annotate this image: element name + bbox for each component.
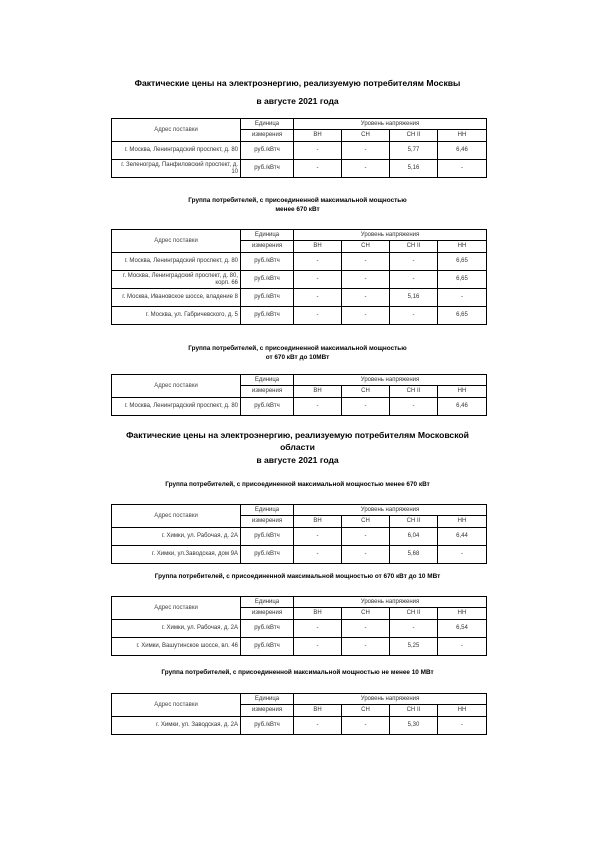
- price-table: [111, 374, 487, 416]
- sn-price-cell: -: [342, 253, 390, 271]
- sn-header: СН: [342, 705, 390, 717]
- sn2-price-cell: -: [390, 271, 438, 289]
- address-cell: г. Химки, ул. Заводская, д. 2А: [112, 717, 241, 735]
- unit-header: измерения: [241, 130, 294, 142]
- sn2-price-cell: 5,16: [390, 160, 438, 178]
- sn-header: СН: [342, 608, 390, 620]
- header-row: [112, 694, 487, 705]
- vn-price-cell: -: [294, 289, 342, 307]
- nn-header: НН: [438, 241, 487, 253]
- unit-header: Единица: [241, 375, 294, 386]
- sn-header: СН: [342, 130, 390, 142]
- vn-price-cell: -: [294, 717, 342, 735]
- unit-header: измерения: [241, 608, 294, 620]
- sn-price-cell: -: [342, 398, 390, 416]
- sn-price-cell: -: [342, 620, 390, 638]
- unit-header: измерения: [241, 386, 294, 398]
- vn-price-cell: -: [294, 528, 342, 546]
- vn-header: ВН: [294, 130, 342, 142]
- price-table: [111, 229, 487, 325]
- address-cell: г. Химки, ул. Рабочая, д. 2А: [112, 528, 241, 546]
- group-caption: от 670 кВт до 10МВт: [265, 354, 330, 361]
- address-cell: г. Москва, Ленинградский проспект, д. 80: [112, 142, 241, 160]
- address-cell: г. Химки, ул.Заводская, дом 9А: [112, 546, 241, 564]
- nn-header: НН: [438, 608, 487, 620]
- unit-cell: руб./кВтч: [241, 398, 294, 416]
- table-row: [112, 620, 487, 638]
- sn2-price-cell: -: [390, 253, 438, 271]
- sn2-price-cell: 5,16: [390, 289, 438, 307]
- sn2-header: СН II: [390, 130, 438, 142]
- nn-price-cell: 6,46: [438, 398, 487, 416]
- vn-price-cell: -: [294, 307, 342, 325]
- sn-price-cell: -: [342, 717, 390, 735]
- sn-price-cell: -: [342, 271, 390, 289]
- nn-price-cell: 6,44: [438, 528, 487, 546]
- nn-price-cell: 6,65: [438, 253, 487, 271]
- sn-price-cell: -: [342, 638, 390, 656]
- sn2-header: СН II: [390, 705, 438, 717]
- vn-price-cell: -: [294, 253, 342, 271]
- sn2-price-cell: 5,77: [390, 142, 438, 160]
- address-header: Адрес поставки: [112, 230, 241, 253]
- nn-price-cell: 6,65: [438, 271, 487, 289]
- nn-header: НН: [438, 130, 487, 142]
- sn2-price-cell: -: [390, 307, 438, 325]
- group-caption: Группа потребителей, с присоединенной максимальной мощностью: [188, 197, 407, 204]
- table-row: [112, 528, 487, 546]
- vn-price-cell: -: [294, 160, 342, 178]
- vn-price-cell: -: [294, 142, 342, 160]
- vn-price-cell: -: [294, 620, 342, 638]
- address-cell: г. Москва, Ленинградский проспект, д. 80, корп. 66: [112, 271, 241, 289]
- table-row: [112, 160, 487, 178]
- oblast-title-line1: Фактические цены на электроэнергию, реализуемую потребителям Московской: [126, 430, 469, 440]
- vn-price-cell: -: [294, 271, 342, 289]
- sn2-header: СН II: [390, 516, 438, 528]
- nn-price-cell: -: [438, 160, 487, 178]
- sn-header: СН: [342, 516, 390, 528]
- header-row: [112, 230, 487, 241]
- unit-header: Единица: [241, 694, 294, 705]
- address-cell: г. Москва, Ленинградский проспект, д. 80: [112, 253, 241, 271]
- vn-price-cell: -: [294, 546, 342, 564]
- unit-cell: руб./кВтч: [241, 271, 294, 289]
- group-caption: Группа потребителей, с присоединенной максимальной мощностью менее 670 кВт: [165, 481, 430, 488]
- address-cell: г. Москва, ул. Габричевского, д. 5: [112, 307, 241, 325]
- address-cell: г. Химки, Вашутинское шоссе, вл. 46: [112, 638, 241, 656]
- sn2-header: СН II: [390, 241, 438, 253]
- unit-cell: руб./кВтч: [241, 528, 294, 546]
- nn-price-cell: -: [438, 289, 487, 307]
- price-table: [111, 693, 487, 735]
- voltage-level-header: Уровень напряжения: [294, 375, 487, 386]
- header-row: [112, 119, 487, 130]
- address-cell: г. Москва, Ивановское шоссе, владение 8: [112, 289, 241, 307]
- sn-header: СН: [342, 241, 390, 253]
- address-cell: г. Зеленоград, Панфиловский проспект, д. 10: [112, 160, 241, 178]
- unit-header: Единица: [241, 230, 294, 241]
- sn2-header: СН II: [390, 386, 438, 398]
- table-row: [112, 307, 487, 325]
- sn2-price-cell: 6,04: [390, 528, 438, 546]
- sn2-price-cell: 5,30: [390, 717, 438, 735]
- sn-header: СН: [342, 386, 390, 398]
- header-row: [112, 597, 487, 608]
- unit-header: измерения: [241, 516, 294, 528]
- table-row: [112, 289, 487, 307]
- sn-price-cell: -: [342, 528, 390, 546]
- unit-header: Единица: [241, 119, 294, 130]
- unit-header: измерения: [241, 705, 294, 717]
- sn-price-cell: -: [342, 307, 390, 325]
- sn-price-cell: -: [342, 546, 390, 564]
- sn-price-cell: -: [342, 289, 390, 307]
- sn2-price-cell: -: [390, 398, 438, 416]
- nn-price-cell: -: [438, 717, 487, 735]
- voltage-level-header: Уровень напряжения: [294, 230, 487, 241]
- nn-price-cell: -: [438, 638, 487, 656]
- group-caption: менее 670 кВт: [275, 206, 320, 213]
- group-caption: Группа потребителей, с присоединенной максимальной мощностью не менее 10 МВт: [161, 669, 434, 676]
- table-row: [112, 398, 487, 416]
- oblast-title-line2: области: [280, 442, 315, 452]
- vn-price-cell: -: [294, 398, 342, 416]
- moscow-title-line2: в августе 2021 года: [256, 96, 339, 106]
- unit-cell: руб./кВтч: [241, 717, 294, 735]
- sn-price-cell: -: [342, 160, 390, 178]
- table-row: [112, 253, 487, 271]
- price-table: [111, 118, 487, 178]
- unit-cell: руб./кВтч: [241, 253, 294, 271]
- nn-header: НН: [438, 516, 487, 528]
- unit-cell: руб./кВтч: [241, 307, 294, 325]
- table-row: [112, 717, 487, 735]
- vn-price-cell: -: [294, 638, 342, 656]
- unit-header: Единица: [241, 597, 294, 608]
- vn-header: ВН: [294, 241, 342, 253]
- group-caption: Группа потребителей, с присоединенной максимальной мощностью: [188, 345, 407, 352]
- nn-price-cell: 6,54: [438, 620, 487, 638]
- sn2-price-cell: -: [390, 620, 438, 638]
- sn2-header: СН II: [390, 608, 438, 620]
- vn-header: ВН: [294, 386, 342, 398]
- vn-header: ВН: [294, 516, 342, 528]
- nn-header: НН: [438, 386, 487, 398]
- oblast-title-line3: в августе 2021 года: [256, 455, 339, 465]
- price-table: [111, 596, 487, 656]
- unit-cell: руб./кВтч: [241, 638, 294, 656]
- address-header: Адрес поставки: [112, 375, 241, 398]
- unit-header: измерения: [241, 241, 294, 253]
- price-table: [111, 504, 487, 564]
- address-header: Адрес поставки: [112, 119, 241, 142]
- unit-cell: руб./кВтч: [241, 160, 294, 178]
- header-row: [112, 375, 487, 386]
- nn-price-cell: 6,65: [438, 307, 487, 325]
- unit-cell: руб./кВтч: [241, 142, 294, 160]
- nn-header: НН: [438, 705, 487, 717]
- sn2-price-cell: 5,25: [390, 638, 438, 656]
- table-row: [112, 638, 487, 656]
- unit-cell: руб./кВтч: [241, 289, 294, 307]
- unit-cell: руб./кВтч: [241, 546, 294, 564]
- table-row: [112, 142, 487, 160]
- address-header: Адрес поставки: [112, 694, 241, 717]
- group-caption: Группа потребителей, с присоединенной максимальной мощностью от 670 кВт до 10 МВт: [154, 573, 441, 580]
- moscow-title-line1: Фактические цены на электроэнергию, реализуемую потребителям Москвы: [134, 78, 461, 88]
- voltage-level-header: Уровень напряжения: [294, 597, 487, 608]
- vn-header: ВН: [294, 608, 342, 620]
- table-row: [112, 271, 487, 289]
- vn-header: ВН: [294, 705, 342, 717]
- voltage-level-header: Уровень напряжения: [294, 119, 487, 130]
- address-header: Адрес поставки: [112, 505, 241, 528]
- voltage-level-header: Уровень напряжения: [294, 694, 487, 705]
- address-cell: г. Москва, Ленинградский проспект, д. 80: [112, 398, 241, 416]
- voltage-level-header: Уровень напряжения: [294, 505, 487, 516]
- address-cell: г. Химки, ул. Рабочая, д. 2А: [112, 620, 241, 638]
- nn-price-cell: 6,46: [438, 142, 487, 160]
- unit-header: Единица: [241, 505, 294, 516]
- table-row: [112, 546, 487, 564]
- sn2-price-cell: 5,68: [390, 546, 438, 564]
- nn-price-cell: -: [438, 546, 487, 564]
- address-header: Адрес поставки: [112, 597, 241, 620]
- unit-cell: руб./кВтч: [241, 620, 294, 638]
- sn-price-cell: -: [342, 142, 390, 160]
- header-row: [112, 505, 487, 516]
